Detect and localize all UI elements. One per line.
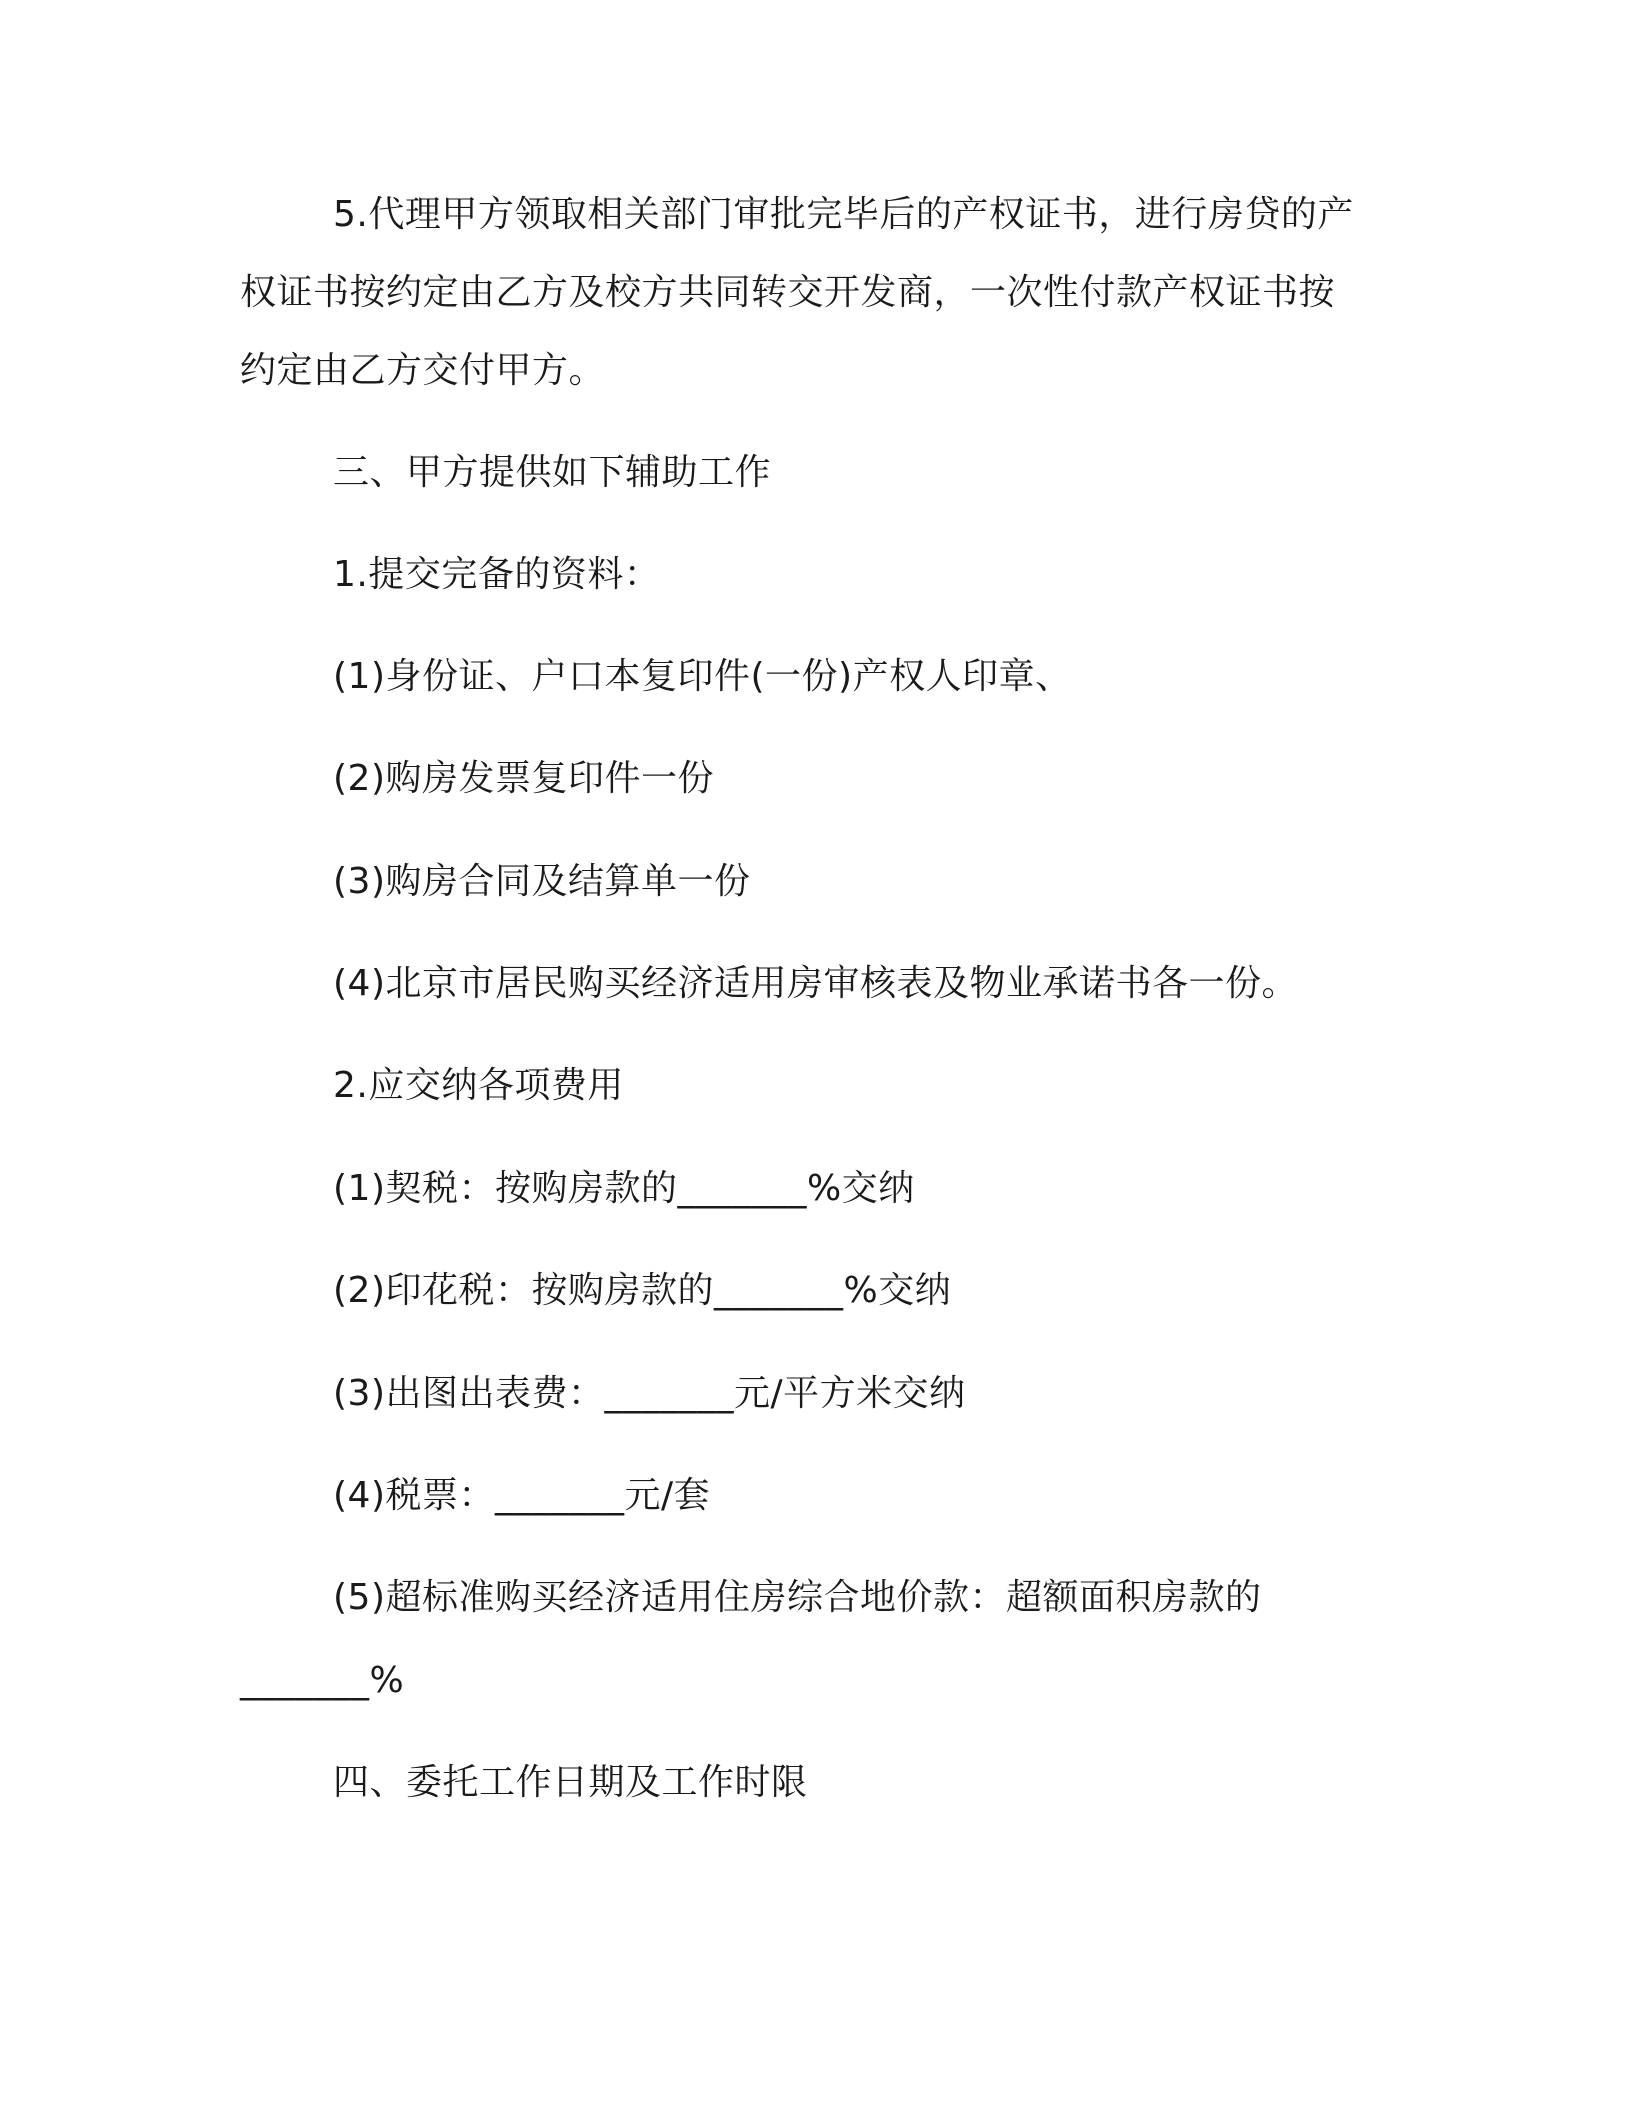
list-item-purchase-invoice: (2)购房发票复印件一份 [333,758,714,799]
list-item-fees: 2.应交纳各项费用 [333,1065,624,1106]
paragraph-agency-item5-line2: 权证书按约定由乙方及校方共同转交开发商，一次性付款产权证书按 [240,272,1336,313]
list-item-tax-receipt: (4)税票：_______元/套 [333,1475,711,1516]
paragraph-agency-item5-line3: 约定由乙方交付甲方。 [240,350,606,391]
list-item-mapping-fee: (3)出图出表费：_______元/平方米交纳 [333,1373,966,1414]
list-item-purchase-contract: (3)购房合同及结算单一份 [333,861,751,902]
list-item-id-card: (1)身份证、户口本复印件(一份)产权人印章、 [333,656,1072,697]
list-item-review-form: (4)北京市居民购买经济适用房审核表及物业承诺书各一份。 [333,963,1298,1004]
list-item-submit-documents: 1.提交完备的资料： [333,554,661,595]
paragraph-agency-item5-line1: 5.代理甲方领取相关部门审批完毕后的产权证书，进行房贷的产 [333,194,1354,235]
list-item-stamp-tax: (2)印花税：按购房款的_______%交纳 [333,1270,952,1311]
section-heading-commission-period: 四、委托工作日期及工作时限 [333,1762,808,1803]
section-heading-party-a-assistance: 三、甲方提供如下辅助工作 [333,452,772,493]
list-item-land-price-line2: _______% [240,1660,405,1701]
list-item-land-price-line1: (5)超标准购买经济适用住房综合地价款：超额面积房款的 [333,1577,1262,1618]
list-item-deed-tax: (1)契税：按购房款的_______%交纳 [333,1168,915,1209]
